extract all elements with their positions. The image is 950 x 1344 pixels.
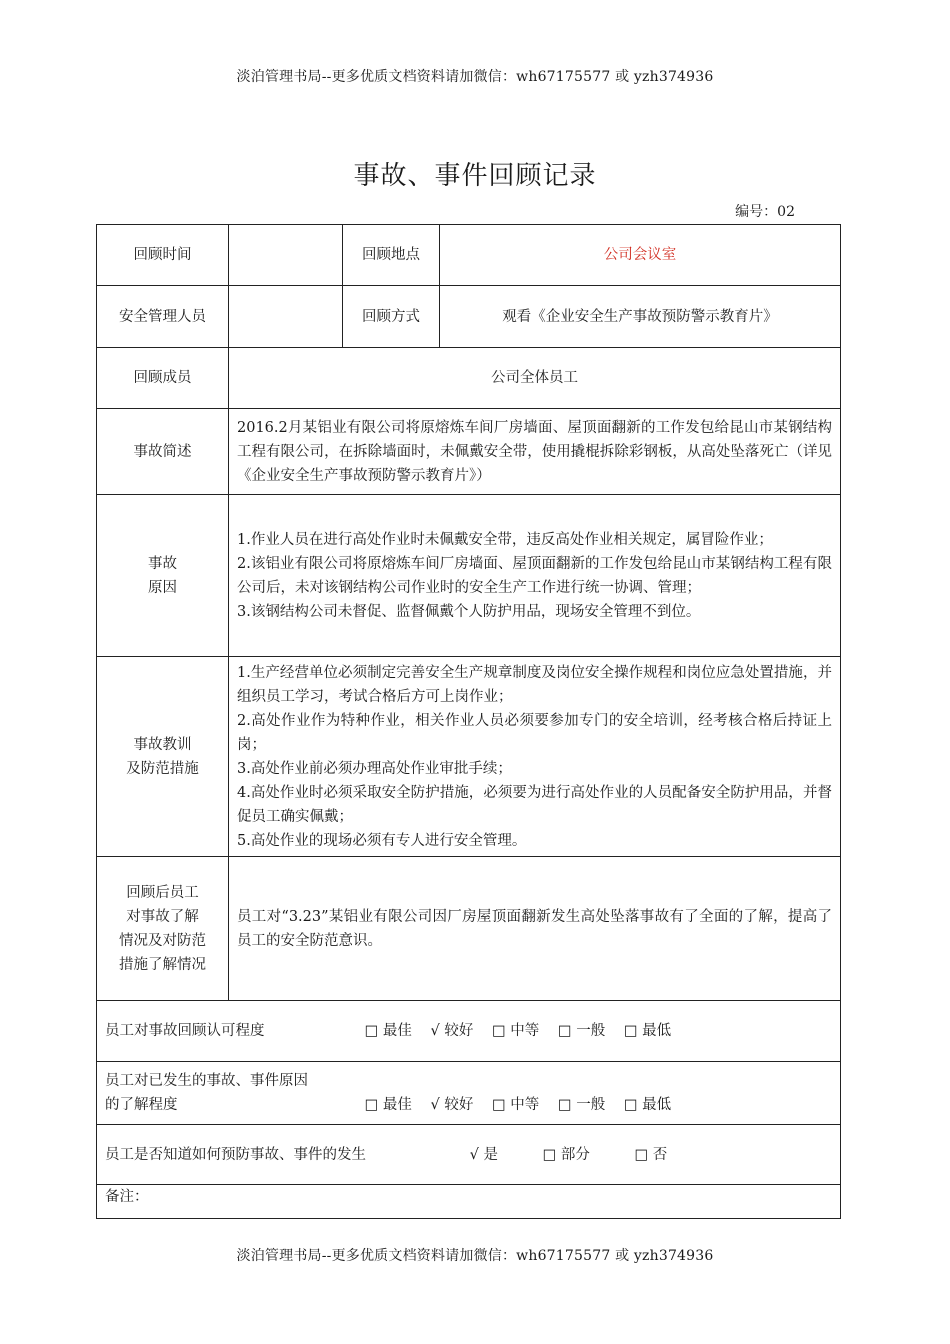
safety-manager-value <box>229 286 343 348</box>
lesson-item: 2.高处作业作为特种作业，相关作业人员必须要参加专门的安全培训，经考核合格后持证上岗； <box>237 712 832 753</box>
lesson-item: 1.生产经营单位必须制定完善安全生产规章制度及岗位安全操作规程和岗位应急处置措施，并组织员工学习，考试合格后方可上岗作业； <box>237 664 832 705</box>
lesson-item: 4.高处作业时必须采取安全防护措施，必须要为进行高处作业的人员配备安全防护用品，并督促员工确实佩戴； <box>237 784 832 825</box>
lesson-label-line1: 事故教训 <box>133 736 192 753</box>
understanding-label-line: 措施了解情况 <box>119 956 206 973</box>
lesson-measures-text <box>229 657 841 857</box>
review-time-value <box>229 225 343 286</box>
safety-manager-label: 安全管理人员 <box>97 286 229 348</box>
lesson-measures-label <box>97 657 229 857</box>
rating-option-best[interactable]: □ 最佳 <box>364 1023 412 1039</box>
review-members-value: 公司全体员工 <box>229 348 841 409</box>
page-title: 事故、事件回顾记录 <box>353 161 597 191</box>
table-row <box>97 1062 841 1125</box>
accident-cause-label <box>97 495 229 657</box>
understanding-label <box>97 857 229 1001</box>
review-place-value: 公司会议室 <box>440 225 841 286</box>
understanding-text: 员工对“3.23”某铝业有限公司因厂房屋顶面翻新发生高处坠落事故有了全面的了解，提高了员工的安全防范意识。 <box>229 857 841 1001</box>
cause-item: 2.该铝业有限公司将原熔炼车间厂房墙面、屋顶面翻新的工作发包给昆山市某钢结构工程有限公司后，未对该钢结构公司作业时的安全生产工作进行统一协调、管理； <box>237 555 832 596</box>
understanding-label-line: 回顾后员工 <box>126 884 199 901</box>
prevention-knowledge-options <box>470 1143 682 1167</box>
review-members-label: 回顾成员 <box>97 348 229 409</box>
lesson-item: 3.高处作业前必须办理高处作业审批手续； <box>237 760 512 777</box>
cause-item: 3.该钢结构公司未督促、监督佩戴个人防护用品，现场安全管理不到位。 <box>237 603 701 620</box>
understanding-label-line: 对事故了解 <box>126 908 199 925</box>
review-record-table <box>96 224 841 1219</box>
remarks-cell <box>97 1185 841 1219</box>
understanding-label-line: 情况及对防范 <box>119 932 206 949</box>
rating-option-lowest[interactable]: □ 最低 <box>623 1097 672 1113</box>
document-number: 编号：02 <box>735 204 795 220</box>
rating-option-good[interactable]: √ 较好 <box>430 1023 474 1039</box>
rating-option-good[interactable]: √ 较好 <box>430 1097 474 1113</box>
knowledge-rating-options <box>365 1093 686 1117</box>
accident-summary-text: 2016.2月某铝业有限公司将原熔炼车间厂房墙面、屋顶面翻新的工作发包给昆山市某钢结构工程有限公司，在拆除墙面时，未佩戴安全带，使用撬棍拆除彩钢板，从高处坠落死亡（详见《企业安全生产事故预防警示教育片》） <box>229 409 841 495</box>
prevention-knowledge-row <box>97 1125 841 1185</box>
option-yes[interactable]: √ 是 <box>469 1146 498 1163</box>
table-row <box>97 348 841 409</box>
option-no[interactable]: □ 否 <box>634 1146 668 1163</box>
page-header-note: 淡泊管理书局--更多优质文档资料请加微信：wh67175577 或 yzh374936 <box>236 69 714 85</box>
knowledge-rating-row <box>97 1062 841 1125</box>
option-partial[interactable]: □ 部分 <box>542 1146 590 1163</box>
table-row <box>97 857 841 1001</box>
rating-option-average[interactable]: □ 一般 <box>557 1023 606 1039</box>
rating-option-medium[interactable]: □ 中等 <box>492 1097 540 1113</box>
approval-rating-label: 员工对事故回顾认可程度 <box>105 1023 265 1039</box>
page-footer-note: 淡泊管理书局--更多优质文档资料请加微信：wh67175577 或 yzh374936 <box>236 1248 714 1264</box>
table-row <box>97 286 841 348</box>
accident-cause-label-line1: 事故 <box>148 555 177 572</box>
accident-summary-label: 事故简述 <box>97 409 229 495</box>
rating-option-lowest[interactable]: □ 最低 <box>623 1023 672 1039</box>
cause-item: 1.作业人员在进行高处作业时未佩戴安全带，违反高处作业相关规定，属冒险作业； <box>237 531 773 548</box>
table-row <box>97 495 841 657</box>
prevention-knowledge-label: 员工是否知道如何预防事故、事件的发生 <box>105 1146 366 1163</box>
knowledge-rating-label-line2: 的了解程度 <box>105 1097 178 1113</box>
approval-rating-row <box>97 1001 841 1062</box>
accident-cause-label-line2: 原因 <box>148 579 177 596</box>
remarks-label: 备注： <box>105 1189 149 1205</box>
table-row <box>97 225 841 286</box>
rating-option-average[interactable]: □ 一般 <box>557 1097 606 1113</box>
approval-rating-options <box>365 1019 686 1043</box>
table-row <box>97 409 841 495</box>
rating-option-best[interactable]: □ 最佳 <box>364 1097 412 1113</box>
review-method-label: 回顾方式 <box>343 286 440 348</box>
review-method-value: 观看《企业安全生产事故预防警示教育片》 <box>440 286 841 348</box>
lesson-item: 5.高处作业的现场必须有专人进行安全管理。 <box>237 832 527 849</box>
table-row <box>97 1185 841 1219</box>
accident-cause-text <box>229 495 841 657</box>
rating-option-medium[interactable]: □ 中等 <box>492 1023 540 1039</box>
knowledge-rating-label <box>105 1069 360 1117</box>
lesson-label-line2: 及防范措施 <box>126 760 199 777</box>
table-row <box>97 1125 841 1185</box>
review-place-label: 回顾地点 <box>343 225 440 286</box>
table-row <box>97 657 841 857</box>
knowledge-rating-label-line1: 员工对已发生的事故、事件原因 <box>105 1073 308 1089</box>
review-time-label: 回顾时间 <box>97 225 229 286</box>
table-row <box>97 1001 841 1062</box>
